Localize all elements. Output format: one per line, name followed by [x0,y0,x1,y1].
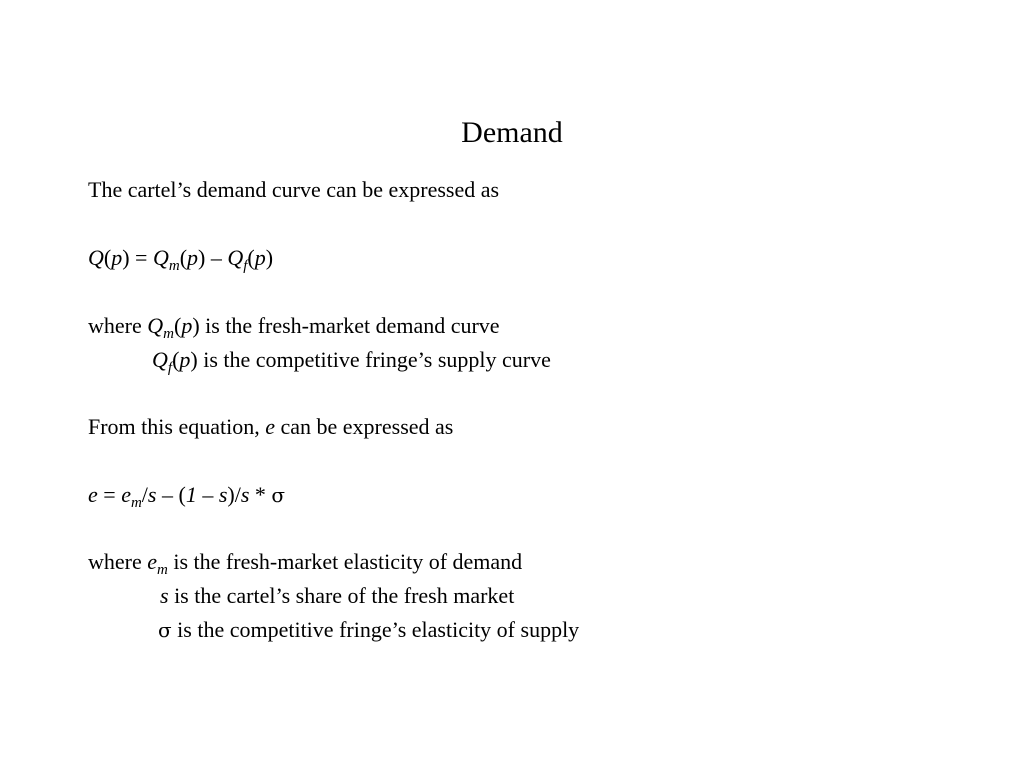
eq2-s3: s [240,482,250,507]
eq2-equals: = [97,482,122,507]
def-qm-text: is the fresh-market demand curve [199,313,500,338]
def-sigma-text: is the competitive fringe’s elasticity of supply [171,617,580,642]
eq-p: p [111,245,123,270]
def-em: e [147,549,158,574]
eq2-one: 1 [185,482,197,507]
eq-qf: Q [227,245,244,270]
def-em-sub: m [157,562,168,578]
def-em-text: is the fresh-market elasticity of demand [167,549,523,574]
eq-equals: = [129,245,153,270]
demand-equation: $Q(p) = Q_m(p) - Q_f(p)$ [88,245,274,274]
definition-qf: $Q_f(p)$ is the competitive fringe’s supply curve [152,347,551,376]
slide-title: Demand [461,116,563,149]
def-qf: Q [152,347,168,372]
def-sigma: σ [158,618,172,642]
from-before: From this equation, [88,414,266,439]
eq-p3: p [254,245,266,270]
eq2-dash: – [196,482,219,507]
def-qm-sub: m [163,326,174,342]
eq-qf-sub: f [243,258,248,274]
eq2-slash: / [141,482,148,507]
where-label-2: where [88,549,148,574]
definition-em [88,548,522,576]
where-label: where [88,313,148,338]
eq2-em-sub: m [130,495,142,511]
eq-q: Q [88,245,104,270]
definition-s [160,582,514,610]
def-qf-p: p [179,347,191,372]
def-qf-sub: f [167,360,173,376]
eq2-em: e [121,482,131,507]
eq-qm: Q [152,245,169,270]
from-after: can be expressed as [274,414,454,439]
definition-qm: where $Q_m(p)$ is the fresh-market demand curve [88,313,500,342]
eq2-sigma: σ [271,483,286,507]
from-e: e [265,414,275,439]
eq2-e: e [88,482,98,507]
eq-minus: – [205,245,228,270]
eq2-star: * [249,482,272,507]
def-qm: Q [147,313,164,338]
eq-p2: p [187,245,199,270]
def-s-text: is the cartel’s share of the fresh market [168,583,515,608]
eq-qm-sub: m [168,258,180,274]
from-equation-text [88,413,453,441]
definition-sigma [158,616,579,644]
eq2-minus: – ( [156,482,186,507]
def-s: s [160,583,169,608]
def-qf-text: is the competitive fringe’s supply curve [197,347,551,372]
eq2-s: s [147,482,157,507]
eq2-s2: s [218,482,228,507]
def-qm-p: p [181,313,193,338]
intro-text: The cartel’s demand curve can be expressed as [88,177,500,202]
eq2-close: )/ [227,482,241,507]
elasticity-equation [88,481,285,509]
